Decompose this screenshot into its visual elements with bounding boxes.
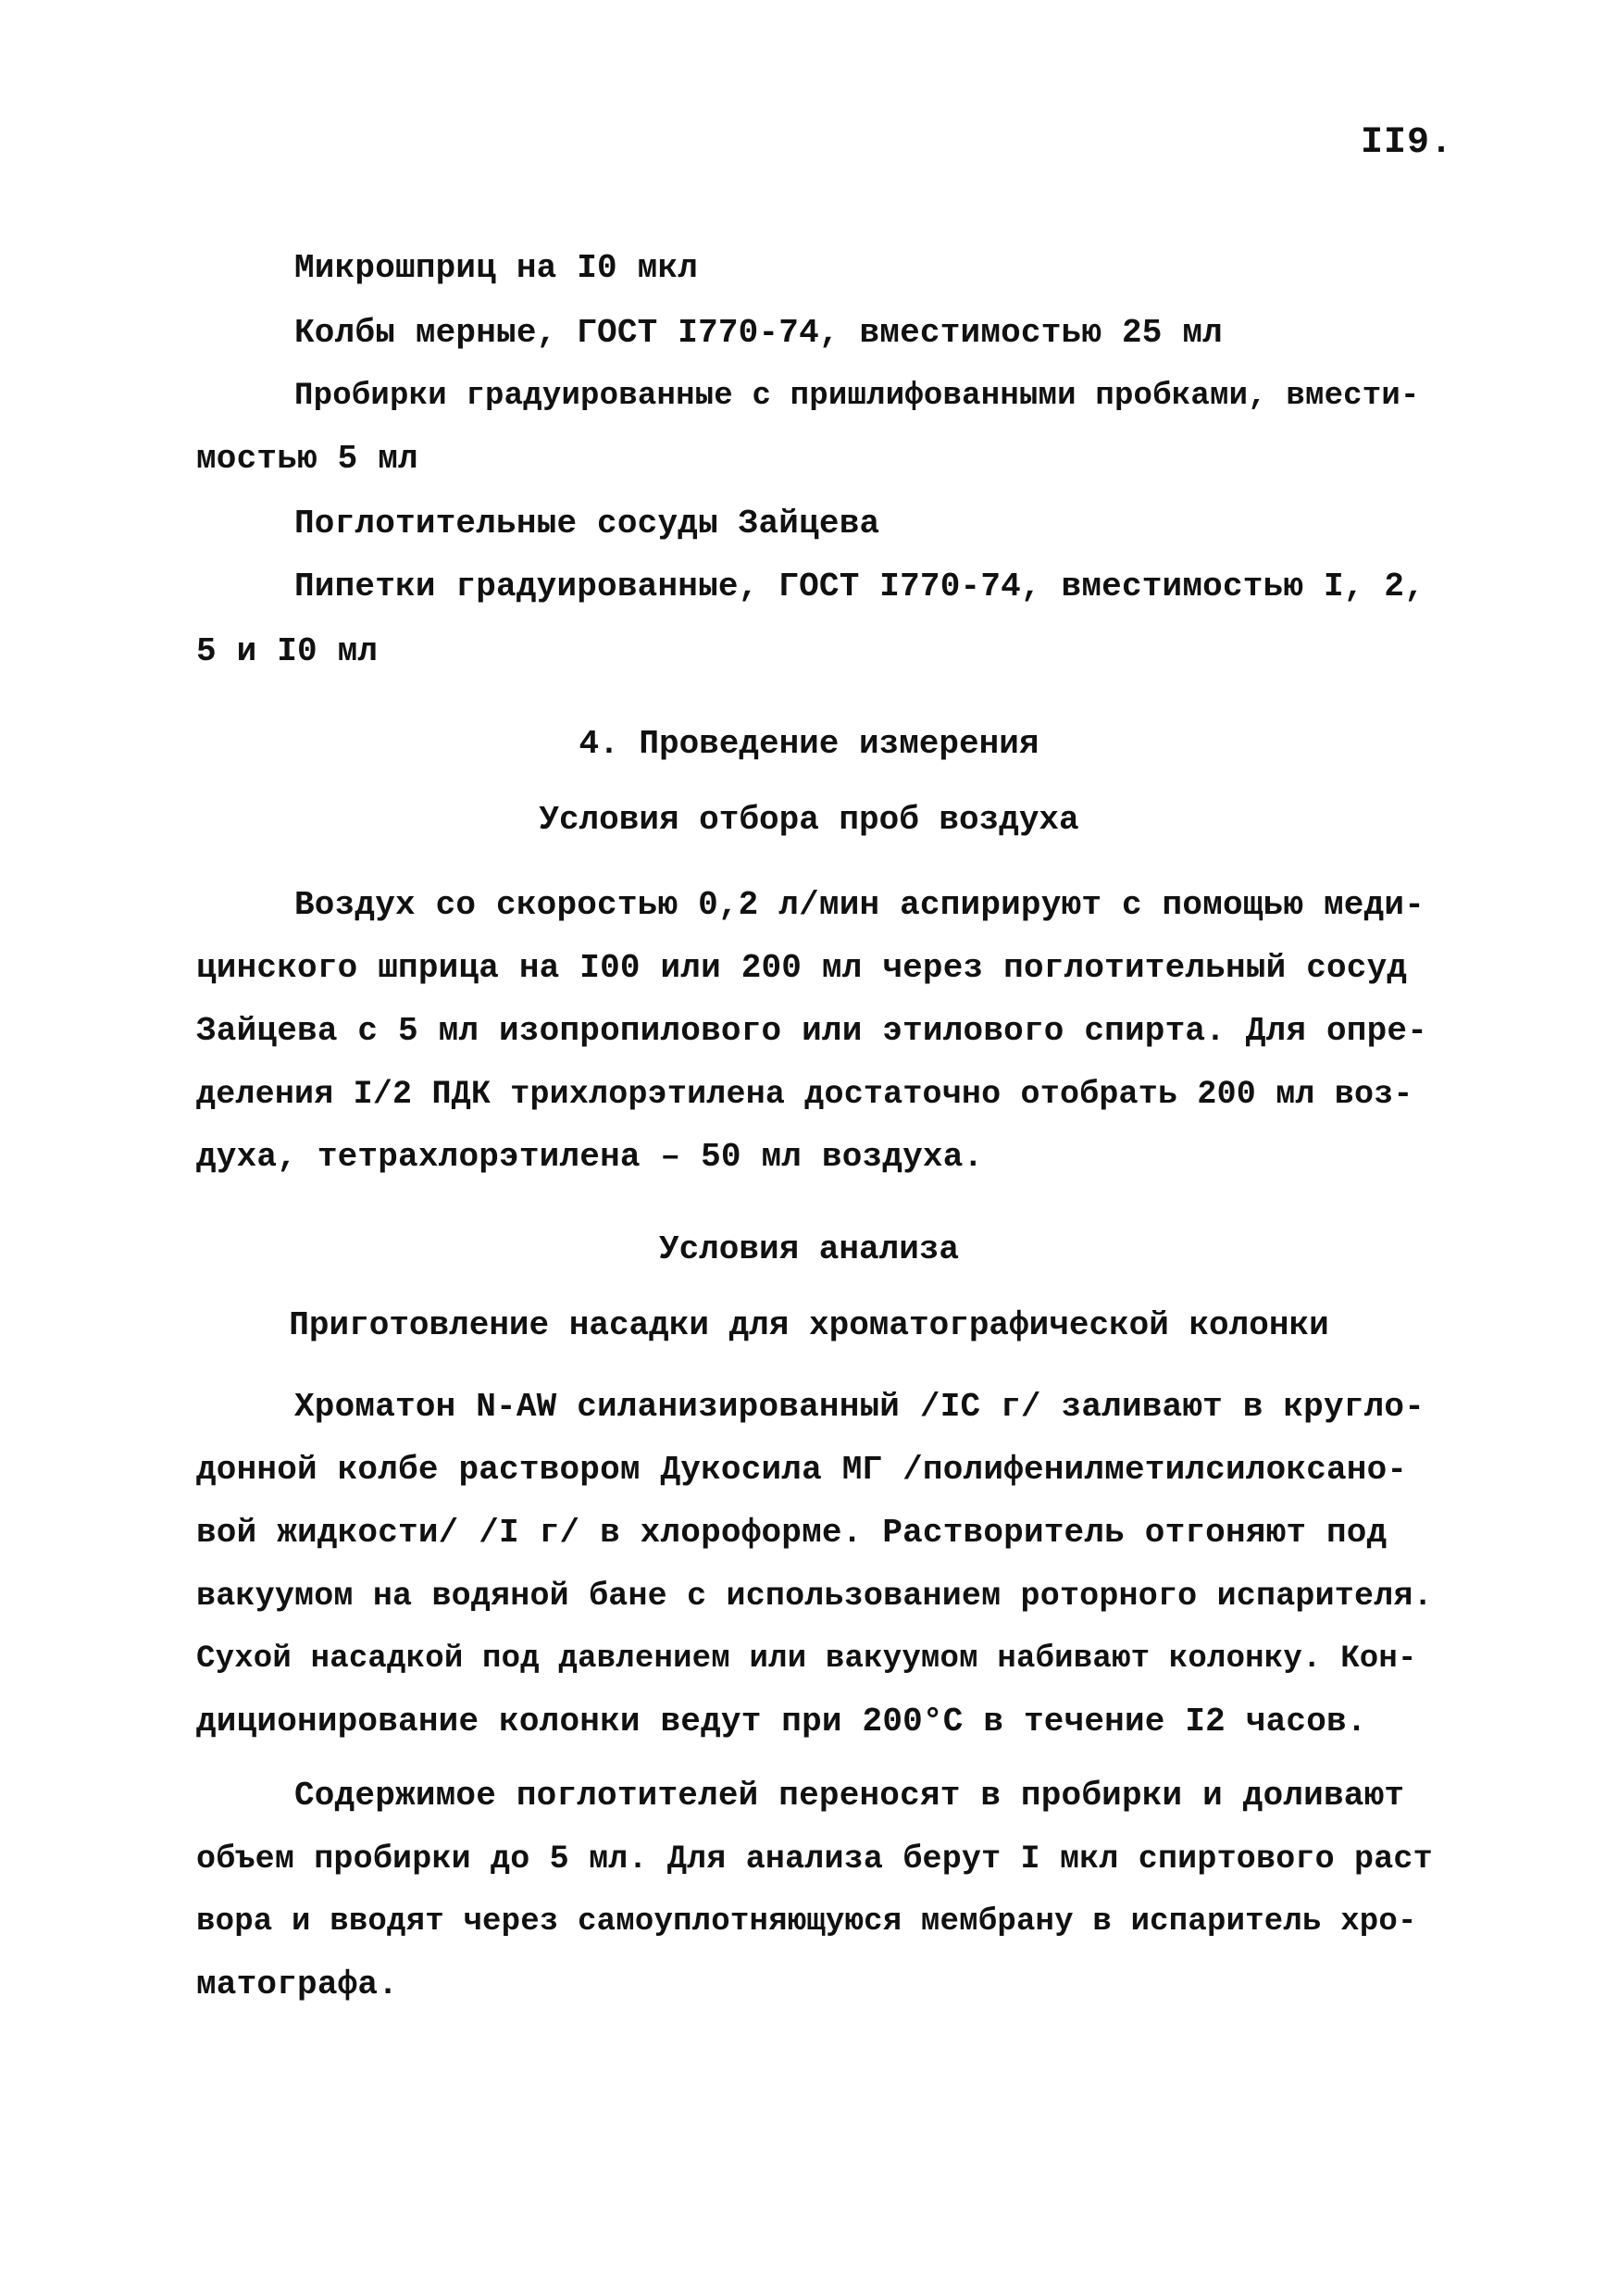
paragraph-line: объем пробирки до 5 мл. Для анализа берут I мкл спиртового раст [196,1841,1433,1878]
sampling-title: Условия отбора проб воздуха [539,801,1079,839]
paragraph-line: вакуумом на водяной бане с использованием роторного испарителя. [196,1578,1433,1615]
paragraph-line: вой жидкости/ /I г/ в хлороформе. Растворитель отгоняют под [196,1514,1388,1552]
page-number: II9. [1361,122,1454,164]
paragraph-line: Сухой насадкой под давлением или вакуумом набивают колонку. Кон- [196,1641,1417,1677]
equipment-item: 5 и I0 мл [196,632,379,670]
paragraph-line: вора и вводят через самоуплотняющуюся мембрану в испаритель хро- [196,1904,1417,1940]
paragraph-line: цинского шприца на I00 или 200 мл через поглотительный сосуд [196,949,1408,987]
paragraph-line: Содержимое поглотителей переносят в пробирки и доливают [294,1777,1405,1815]
paragraph-line: Воздух со скоростью 0,2 л/мин аспирируют с помощью меди- [294,886,1425,924]
paragraph-line: донной колбе раствором Дукосила МГ /полифенилметилсилоксано- [196,1451,1408,1489]
paragraph-line: Хроматон N-AW силанизированный /IС г/ заливают в кругло- [294,1388,1425,1426]
paragraph-line: духа, тетрахлорэтилена – 50 мл воздуха. [196,1138,984,1176]
paragraph-line: деления I/2 ПДК трихлорэтилена достаточно отобрать 200 мл воз- [196,1076,1413,1113]
equipment-item: мостью 5 мл [196,440,418,478]
analysis-title: Условия анализа [658,1230,960,1268]
equipment-item: Поглотительные сосуды Зайцева [294,505,880,543]
equipment-item: Микрошприц на I0 мкл [294,249,699,287]
section-title: 4. Проведение измерения [579,725,1039,763]
paragraph-line: Зайцева с 5 мл изопропилового или этилового спирта. Для опре- [196,1012,1428,1050]
paragraph-line: диционирование колонки ведут при 200°С в течение I2 часов. [196,1703,1367,1741]
analysis-subtitle: Приготовление насадки для хроматографической колонки [289,1306,1329,1344]
paragraph-line: матографа. [196,1965,399,2003]
equipment-item: Колбы мерные, ГОСТ I770-74, вместимостью 25 мл [294,314,1223,352]
equipment-item: Пробирки градуированные с пришлифованными пробками, вмести- [294,379,1420,414]
equipment-item: Пипетки градуированные, ГОСТ I770-74, вместимостью I, 2, [294,568,1425,605]
